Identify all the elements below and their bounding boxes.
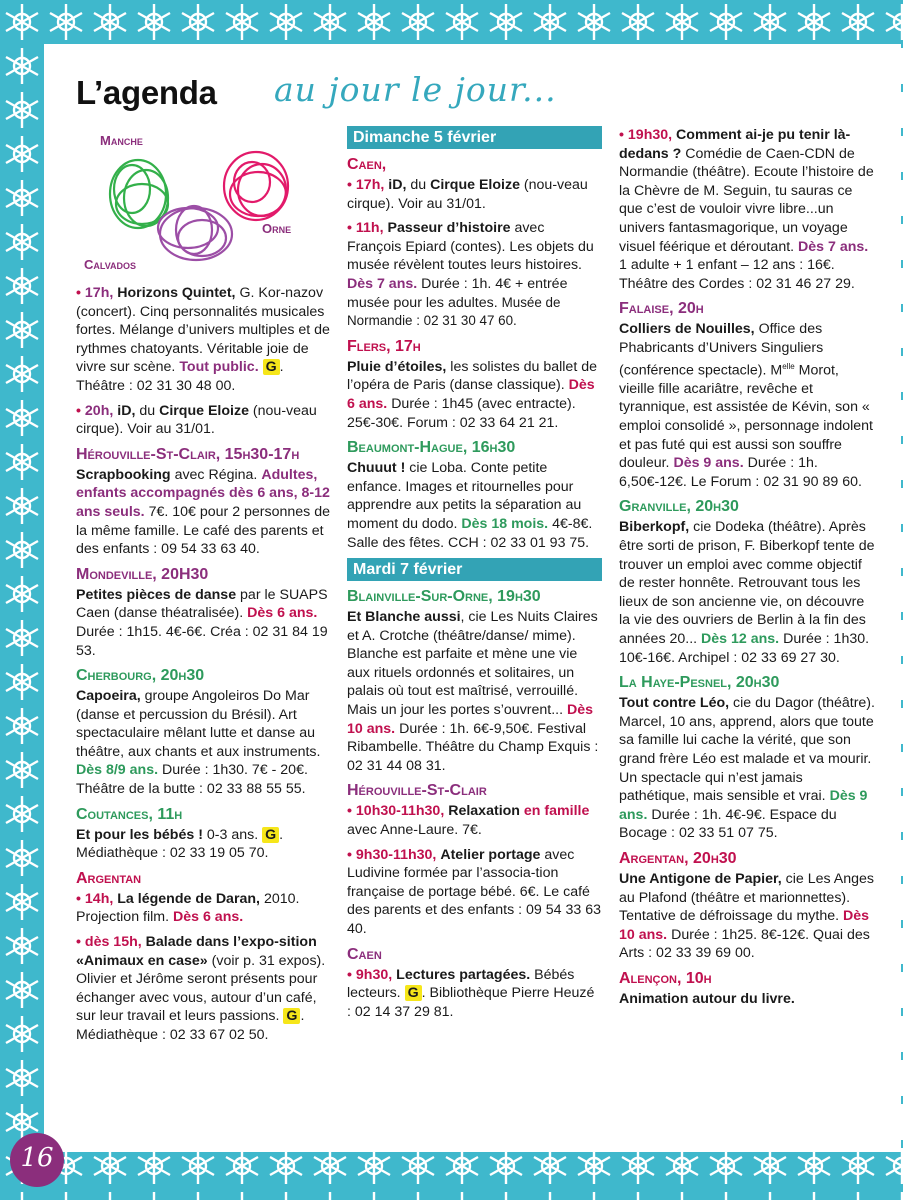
city-la-haye-pesnel: La Haye-Pesnel, 20h30 (619, 674, 780, 692)
event-animation-livre: Animation autour du livre. (619, 990, 795, 1007)
manche-scribble (110, 160, 168, 228)
free-badge: G (405, 985, 422, 1001)
event-passeur-histoire: • 11h, Passeur d’histoire avec François Epiard (contes). Les objets du musée révèlent toutes leurs histoires. Dès 7 ans. Durée : 1h. 4€ + entrée musée pour les adultes. Musée de Normandie : 02 31 30 47 60. (347, 220, 594, 329)
event-et-blanche-aussi: Et Blanche aussi, cie Les Nuits Claires et A. Crotche (théâtre/danse/ mime). Blanche est parfaite et mène une vie aux rituels ordonnés et solitaires, un palais où tout est maîtrisé, verrouillé. Mais un jour les portes s’ouvrent... Dès 10 ans. Durée : 1h. 6€-9,50€. Festival Ribambelle. Théâtre du Champ Exquis : 02 31 44 08 31. (347, 609, 599, 774)
city-caen: Caen, (347, 156, 387, 173)
calvados-scribble (158, 206, 232, 260)
city-herouville: Hérouville-St-Clair, 15h30-17h (76, 445, 300, 463)
event-biberkopf: Biberkopf, cie Dodeka (théâtre). Après être sorti de prison, F. Biberkopf tente de trouver un emploi avec comme objectif de rester honnête. Retrouvant tous les lieux de son ancienne vie, on découvre la vie des ouvriers de Berlin à la fin des années 20... Dès 12 ans. Durée : 1h30. 10€-16€. Archipel : 02 33 69 27 30. (619, 519, 875, 666)
city-cherbourg: Cherbourg, 20h30 (76, 667, 205, 685)
event-comment-ai-je-pu: • 19h30, Comment ai-je pu tenir là-dedans ? Comédie de Caen-CDN de Normandie (théâtre). Ecoute l’histoire de la Chèvre de M. Seguin, tu sauras ce que c’est de vouloir vivre libre...un univers fantasmagorique, un voyage visuel féérique et déroutant. Dès 7 ans. 1 adulte + 1 enfant – 12 ans : 16€. Théâtre des Cordes : 02 31 46 27 29. (619, 127, 874, 292)
column-2 (347, 126, 602, 1027)
city-granville: Granville, 20h30 (619, 498, 739, 516)
city-beaumont-hague: Beaumont-Hague, 16h30 (347, 439, 516, 457)
page-number: 16 (20, 1143, 54, 1173)
event-balade-exposition: • dès 15h, Balade dans l’expo-sition «Animaux en case» (voir p. 31 expos). Olivier et Jérôme seront présents pour échanger avec vous, autour d’un café, sur leur travail et leurs passions. G . Médiathèque : 02 33 67 02 50. (76, 934, 326, 1043)
column-3 (619, 126, 875, 1014)
city-caen-2: Caen (347, 945, 382, 963)
page-number-badge (10, 1133, 64, 1187)
free-badge: G (283, 1008, 300, 1024)
event-lectures-partagees: • 9h30, Lectures partagées. Bébés lecteurs. G . Bibliothèque Pierre Heuzé : 02 14 37 29 81. (347, 966, 595, 1020)
event-relaxation: • 10h30-11h30, Relaxation en famille avec Anne-Laure. 7€. (347, 803, 590, 839)
event-pluie-etoiles: Pluie d’étoiles, les solistes du ballet de l’opéra de Paris (danse classique). Dès 6 ans. Durée : 1h45 (avec entracte). 25€-30€. Forum : 02 33 64 21 21. (347, 358, 597, 431)
city-argentan-2: Argentan, 20h30 (619, 849, 737, 867)
city-flers: Flers, 17h (347, 337, 421, 355)
event-capoeira: Capoeira, groupe Angoleiros Do Mar (danse et percussion du Brésil). Art spectaculaire mêlant lutte et danse au théâtre, aux chants et aux instruments. Dès 8/9 ans. Durée : 1h30. 7€ - 20€. Théâtre de la butte : 02 33 88 55 55. (76, 688, 321, 798)
event-chuuut: Chuuut ! cie Loba. Conte petite enfance. Images et ritournelles pour apprendre aux petits la séparation au moment du dodo. Dès 18 mois. 4€-8€. Salle des fêtes. CCH : 02 33 01 93 75. (347, 460, 593, 551)
map-label-calvados: Calvados (84, 257, 137, 272)
event-legende-daran: • 14h, La légende de Daran, 2010. Projection film. Dès 6 ans. (76, 890, 300, 926)
event-colliers-nouilles: Colliers de Nouilles, Office des Phabricants d’Univers Singuliers (conférence spectacle). $M^{elle}$ Morot, vieille fille acariâtre, revêche et tyrannique, est assistée de Kévin, son « emploi consolidé », personnage indolent et pas futé qui est aussi son souffre douleur. Dès 9 ans. Durée : 1h. 6,50€-12€. Le Forum : 02 31 90 89 60. (619, 321, 873, 490)
event-bebes: Et pour les bébés ! 0-3 ans. G . Médiathèque : 02 33 19 05 70. (76, 826, 284, 862)
orne-scribble (224, 152, 288, 220)
day-header-mardi: Mardi 7 février (347, 558, 602, 581)
city-blainville: Blainville-Sur-Orne, 19h30 (347, 588, 541, 606)
event-atelier-portage: • 9h30-11h30, Atelier portage avec Ludivine formée par l’associa-tion française de portage bébé. 6€. Le café des parents et des enfants : 09 54 33 63 40. (347, 846, 601, 937)
page-subtitle: au jour le jour... (274, 70, 557, 109)
page-title: L’agenda (76, 74, 217, 111)
city-alencon: Alençon, 10h (619, 969, 712, 987)
event-scrapbooking: Scrapbooking avec Régina. Adultes, enfants accompagnés dès 6 ans, 8-12 ans seuls. 7€. 10€ pour 2 personnes de la même famille. Le café des parents et des enfants : 09 54 33 63 40. (76, 466, 331, 558)
event-horizons-quintet: • 17h, Horizons Quintet, G. Kor-nazov (concert). Cinq personnalités musicales fortes. Mélange d’univers multiples et de rythmes chatoyants. Véritable joie de vivre sur scène. Tout public. G . Théâtre : 02 31 30 48 00. (76, 285, 330, 394)
event-tout-contre-leo: Tout contre Léo, cie du Dagor (théâtre). Marcel, 10 ans, apprend, alors que toute sa famille lui cache la vérité, que son grand frère Léo est malade et va mourir. Un spectacle qui n’est jamais pathétique, mais sensible et vrai. Dès 9 ans. Durée : 1h. 4€-9€. Espace du Bocage : 02 33 51 07 75. (619, 695, 875, 842)
map-label-orne: Orne (262, 221, 292, 236)
event-cirque-eloize-2: • 17h, iD, du Cirque Eloize (nou-veau cirque). Voir au 31/01. (347, 177, 588, 212)
event-petites-pieces: Petites pièces de danse par le SUAPS Caen (danse théatralisée). Dès 6 ans. Durée : 1h15. 4€-6€. Créa : 02 31 84 19 53. (76, 586, 328, 659)
city-coutances: Coutances, 11h (76, 805, 183, 823)
page-header (76, 72, 676, 128)
agenda-page (44, 44, 901, 1152)
city-argentan: Argentan (76, 869, 142, 887)
city-mondeville: Mondeville, 20H30 (76, 565, 209, 583)
column-1 (76, 134, 330, 1051)
event-antigone-papier: Une Antigone de Papier, cie Les Anges au Plafond (théâtre et marionnettes). Tentative de défroissage du mythe. Dès 10 ans. Durée : 1h25. 8€-12€. Quai des Arts : 02 33 39 69 00. (619, 870, 874, 962)
region-map (76, 134, 330, 284)
free-badge: G (262, 827, 279, 843)
day-header-dimanche: Dimanche 5 février (347, 126, 602, 149)
event-cirque-eloize: • 20h, iD, du Cirque Eloize (nou-veau cirque). Voir au 31/01. (76, 402, 317, 438)
free-badge: G (263, 359, 280, 375)
city-herouville-2: Hérouville-St-Clair (347, 782, 487, 800)
map-label-manche: Manche (100, 133, 143, 148)
city-falaise: Falaise, 20h (619, 300, 704, 318)
